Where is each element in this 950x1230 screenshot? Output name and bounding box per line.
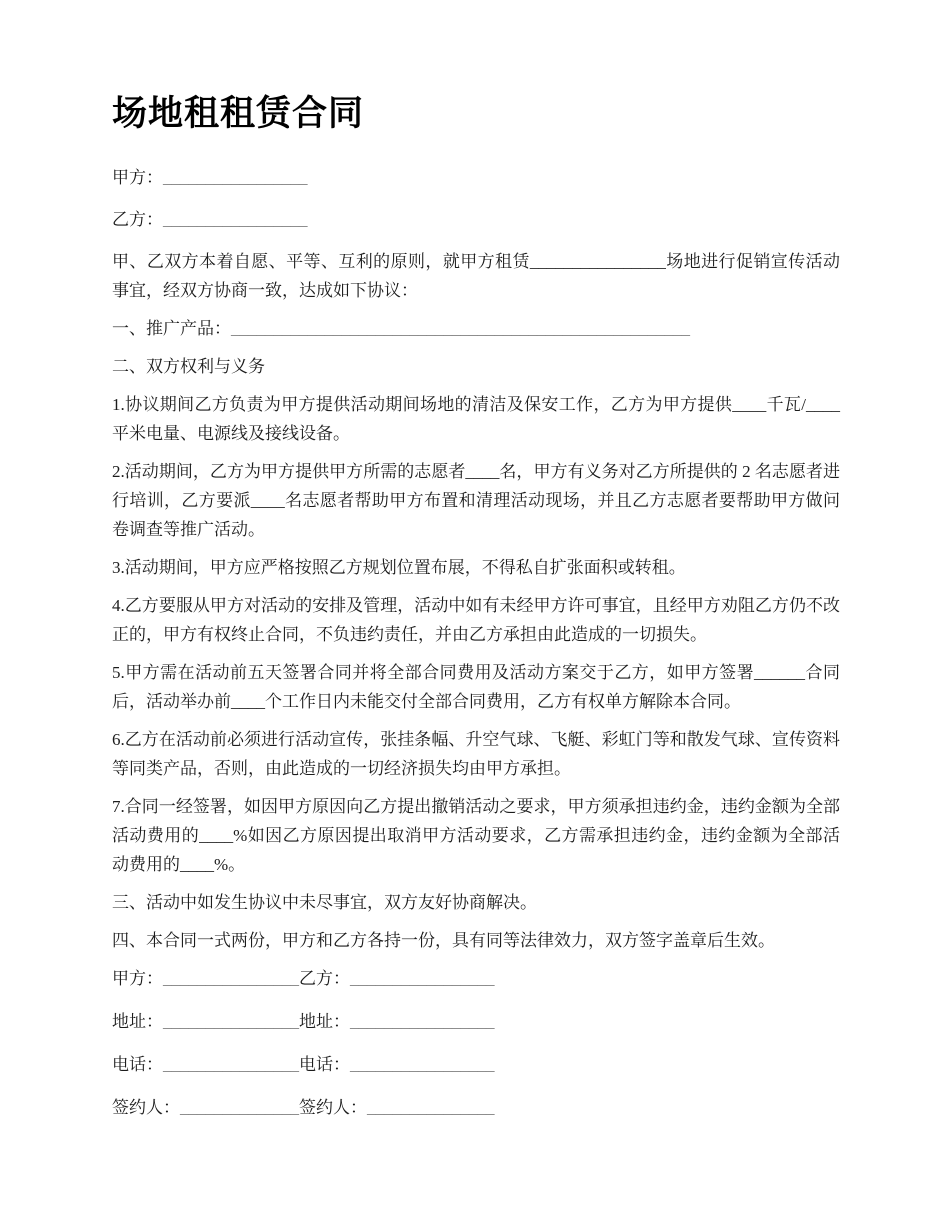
sig-party-a-blank-line: ________________ — [163, 969, 299, 988]
section-two-heading: 二、双方权利与义务 — [112, 357, 265, 376]
clause-1: 1.协议期间乙方负责为甲方提供活动期间场地的清洁及保安工作，乙方为甲方提供____千瓦/____平米电量、电源线及接线设备。 — [112, 395, 840, 443]
sig-address-b-label: 地址： — [299, 1012, 350, 1031]
clause-4: 4.乙方要服从甲方对活动的安排及管理，活动中如有未经甲方许可事宜，且经甲方劝阻乙方仍不改正的，甲方有权终止合同，不负违约责任，并由乙方承担由此造成的一切损失。 — [112, 596, 840, 644]
party-a-line — [112, 163, 840, 192]
section-one-label: 一、推广产品： — [112, 319, 231, 338]
sig-party-b-label: 乙方： — [299, 969, 350, 988]
clause-6: 6.乙方在活动前必须进行活动宣传，张挂条幅、升空气球、飞艇、彩虹门等和散发气球、宣传资料等同类产品，否则，由此造成的一切经济损失均由甲方承担。 — [112, 730, 840, 778]
party-b-label: 乙方： — [112, 210, 163, 229]
sig-signer-b-blank-line: _______________ — [367, 1098, 495, 1117]
signature-row-address — [112, 1007, 840, 1036]
party-b-blank-line: _________________ — [163, 210, 308, 229]
section-one-line — [112, 314, 840, 343]
clause-2: 2.活动期间，乙方为甲方提供甲方所需的志愿者____名，甲方有义务对乙方所提供的 2 名志愿者进行培训，乙方要派____名志愿者帮助甲方布置和清理活动现场，并且乙方志愿者要帮助甲方做问卷调查等推广活动。 — [112, 462, 840, 539]
sig-signer-a-label: 签约人： — [112, 1098, 180, 1117]
sig-phone-a-blank-line: ________________ — [163, 1055, 299, 1074]
party-a-label: 甲方： — [112, 168, 163, 187]
clause-7: 7.合同一经签署，如因甲方原因向乙方提出撤销活动之要求，甲方须承担违约金，违约金额为全部活动费用的____%如因乙方原因提出取消甲方活动要求，乙方需承担违约金，违约金额为全部活动费用的____%。 — [112, 797, 840, 874]
sig-address-b-blank-line: _________________ — [350, 1012, 495, 1031]
sig-signer-a-blank-line: ______________ — [180, 1098, 299, 1117]
signature-row-phone — [112, 1050, 840, 1079]
section-three-line: 三、活动中如发生协议中未尽事宜，双方友好协商解决。 — [112, 893, 537, 912]
sig-address-a-blank-line: ________________ — [163, 1012, 299, 1031]
contract-title: 场地租租赁合同 — [112, 94, 365, 133]
intro-paragraph: 甲、乙双方本着自愿、平等、互利的原则，就甲方租赁________________场地进行促销宣传活动事宜，经双方协商一致，达成如下协议： — [112, 252, 840, 300]
signature-row-signer — [112, 1093, 840, 1122]
clause-3: 3.活动期间，甲方应严格按照乙方规划位置布展，不得私自扩张面积或转租。 — [112, 558, 686, 577]
sig-party-a-label: 甲方： — [112, 969, 163, 988]
signature-row-party — [112, 964, 840, 993]
section-four-line: 四、本合同一式两份，甲方和乙方各持一份，具有同等法律效力，双方签字盖章后生效。 — [112, 931, 775, 950]
sig-phone-b-label: 电话： — [299, 1055, 350, 1074]
section-one-blank-line: ______________________________________________________ — [231, 319, 690, 338]
party-a-blank-line: _________________ — [163, 168, 308, 187]
sig-address-a-label: 地址： — [112, 1012, 163, 1031]
sig-signer-b-label: 签约人： — [299, 1098, 367, 1117]
sig-phone-a-label: 电话： — [112, 1055, 163, 1074]
clause-5: 5.甲方需在活动前五天签署合同并将全部合同费用及活动方案交于乙方，如甲方签署______合同后，活动举办前____个工作日内未能交付全部合同费用，乙方有权单方解除本合同。 — [112, 663, 840, 711]
party-b-line — [112, 205, 840, 234]
sig-party-b-blank-line: _________________ — [350, 969, 495, 988]
sig-phone-b-blank-line: _________________ — [350, 1055, 495, 1074]
